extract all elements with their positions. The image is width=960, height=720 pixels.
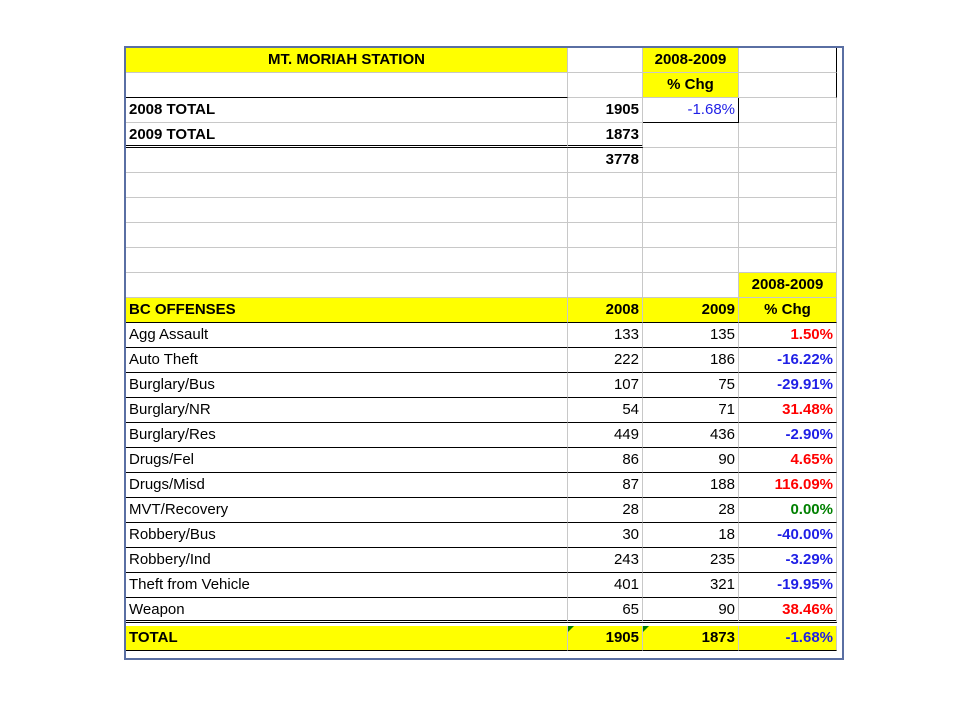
total-2009[interactable] [643, 626, 739, 651]
offense-chg[interactable]: 116.09% [739, 473, 837, 498]
col-2008-header[interactable]: 2008 [568, 298, 643, 323]
offense-2009[interactable]: 90 [643, 598, 739, 623]
offense-2009[interactable]: 18 [643, 523, 739, 548]
total-2008-chg[interactable]: -1.68% [643, 98, 739, 123]
offense-2008[interactable]: 30 [568, 523, 643, 548]
blank-row [126, 198, 842, 223]
empty-cell[interactable] [739, 73, 837, 98]
offense-name[interactable]: Agg Assault [126, 323, 568, 348]
table-row [126, 473, 842, 498]
error-indicator-icon [568, 626, 574, 632]
empty-cell[interactable] [126, 173, 568, 198]
offense-chg[interactable]: 31.48% [739, 398, 837, 423]
total-2009-row [126, 123, 842, 148]
offense-name[interactable]: Burglary/Res [126, 423, 568, 448]
offense-2008[interactable]: 65 [568, 598, 643, 623]
combined-value[interactable]: 3778 [568, 148, 643, 173]
offense-name[interactable]: Drugs/Misd [126, 473, 568, 498]
empty-cell[interactable] [126, 73, 568, 98]
offense-2009[interactable]: 188 [643, 473, 739, 498]
total-2008-value: 1905 [605, 629, 639, 646]
empty-cell[interactable] [568, 198, 643, 223]
empty-cell[interactable] [739, 173, 837, 198]
col-chg-header[interactable]: % Chg [739, 298, 837, 323]
subheader-row [126, 73, 842, 98]
offense-chg[interactable]: 4.65% [739, 448, 837, 473]
offense-header-row [126, 298, 842, 323]
offense-2008[interactable]: 28 [568, 498, 643, 523]
offense-2009[interactable]: 186 [643, 348, 739, 373]
table-row [126, 373, 842, 398]
offense-name[interactable]: Robbery/Bus [126, 523, 568, 548]
offense-2008[interactable]: 107 [568, 373, 643, 398]
empty-cell[interactable] [568, 223, 643, 248]
total-2008-label[interactable]: 2008 TOTAL [126, 98, 568, 123]
chg-header-bottom[interactable]: % Chg [643, 73, 739, 98]
total-2009-value: 1873 [701, 629, 735, 646]
empty-cell[interactable] [643, 223, 739, 248]
offense-2008[interactable]: 449 [568, 423, 643, 448]
empty-cell[interactable] [568, 248, 643, 273]
offense-chg[interactable]: -40.00% [739, 523, 837, 548]
offense-name[interactable]: Robbery/Ind [126, 548, 568, 573]
col-2009-header[interactable]: 2009 [643, 298, 739, 323]
blank-row [126, 173, 842, 198]
offense-name[interactable]: Auto Theft [126, 348, 568, 373]
station-title[interactable]: MT. MORIAH STATION [126, 48, 568, 73]
empty-cell[interactable] [739, 123, 837, 148]
empty-cell[interactable] [739, 248, 837, 273]
error-indicator-icon [643, 626, 649, 632]
title-row [126, 48, 842, 73]
empty-cell[interactable] [643, 248, 739, 273]
empty-cell[interactable] [739, 198, 837, 223]
total-label[interactable]: TOTAL [126, 626, 568, 651]
empty-cell[interactable] [643, 273, 739, 298]
offense-2009[interactable]: 135 [643, 323, 739, 348]
empty-cell[interactable] [568, 173, 643, 198]
chg-header-top[interactable]: 2008-2009 [643, 48, 739, 73]
empty-cell[interactable] [643, 148, 739, 173]
empty-cell[interactable] [643, 123, 739, 148]
offense-2008[interactable]: 222 [568, 348, 643, 373]
blank-row [126, 248, 842, 273]
empty-cell[interactable] [643, 198, 739, 223]
offense-chg[interactable]: 0.00% [739, 498, 837, 523]
offense-2009[interactable]: 90 [643, 448, 739, 473]
total-row [126, 626, 842, 651]
offense-chg[interactable]: -2.90% [739, 423, 837, 448]
table-row [126, 498, 842, 523]
table-row [126, 548, 842, 573]
total-2008[interactable] [568, 626, 643, 651]
table-row [126, 448, 842, 473]
offense-chg[interactable]: 38.46% [739, 598, 837, 623]
offense-2008[interactable]: 401 [568, 573, 643, 598]
spreadsheet [124, 46, 844, 660]
empty-cell[interactable] [568, 273, 643, 298]
offense-2008[interactable]: 86 [568, 448, 643, 473]
table-row [126, 423, 842, 448]
combined-row [126, 148, 842, 173]
col-offenses-header[interactable]: BC OFFENSES [126, 298, 568, 323]
offense-chg[interactable]: -29.91% [739, 373, 837, 398]
empty-cell[interactable] [126, 198, 568, 223]
empty-cell[interactable] [643, 173, 739, 198]
offense-2009[interactable]: 75 [643, 373, 739, 398]
offense-name[interactable]: Burglary/NR [126, 398, 568, 423]
table-row [126, 598, 842, 623]
table-row [126, 398, 842, 423]
offense-2008[interactable]: 54 [568, 398, 643, 423]
table-row [126, 573, 842, 598]
empty-cell[interactable] [126, 273, 568, 298]
offense-chg-header-top[interactable]: 2008-2009 [739, 273, 837, 298]
table-row [126, 523, 842, 548]
offense-name[interactable]: Burglary/Bus [126, 373, 568, 398]
total-2009-label[interactable]: 2009 TOTAL [126, 123, 568, 148]
offense-name[interactable]: Weapon [126, 598, 568, 623]
blank-row [126, 223, 842, 248]
offense-2009[interactable]: 436 [643, 423, 739, 448]
offense-2008[interactable]: 87 [568, 473, 643, 498]
total-2008-row [126, 98, 842, 123]
offense-2009[interactable]: 321 [643, 573, 739, 598]
offense-2008[interactable]: 133 [568, 323, 643, 348]
empty-cell[interactable] [739, 98, 837, 123]
offense-chg[interactable]: -16.22% [739, 348, 837, 373]
empty-cell[interactable] [739, 148, 837, 173]
empty-cell[interactable] [126, 148, 568, 173]
empty-cell[interactable] [739, 48, 837, 73]
offense-chg[interactable]: -19.95% [739, 573, 837, 598]
offense-chg[interactable]: -3.29% [739, 548, 837, 573]
total-2009-value[interactable]: 1873 [568, 123, 643, 148]
offense-name[interactable]: Theft from Vehicle [126, 573, 568, 598]
offense-2009[interactable]: 28 [643, 498, 739, 523]
table-row [126, 323, 842, 348]
offense-chg-header-row [126, 273, 842, 298]
offense-2009[interactable]: 235 [643, 548, 739, 573]
offense-name[interactable]: MVT/Recovery [126, 498, 568, 523]
offense-2009[interactable]: 71 [643, 398, 739, 423]
empty-cell[interactable] [739, 223, 837, 248]
empty-cell[interactable] [126, 248, 568, 273]
empty-cell[interactable] [126, 223, 568, 248]
offense-2008[interactable]: 243 [568, 548, 643, 573]
total-chg[interactable]: -1.68% [739, 626, 837, 651]
empty-cell[interactable] [568, 73, 643, 98]
empty-cell[interactable] [568, 48, 643, 73]
total-2008-value[interactable]: 1905 [568, 98, 643, 123]
table-row [126, 348, 842, 373]
offense-chg[interactable]: 1.50% [739, 323, 837, 348]
offense-name[interactable]: Drugs/Fel [126, 448, 568, 473]
